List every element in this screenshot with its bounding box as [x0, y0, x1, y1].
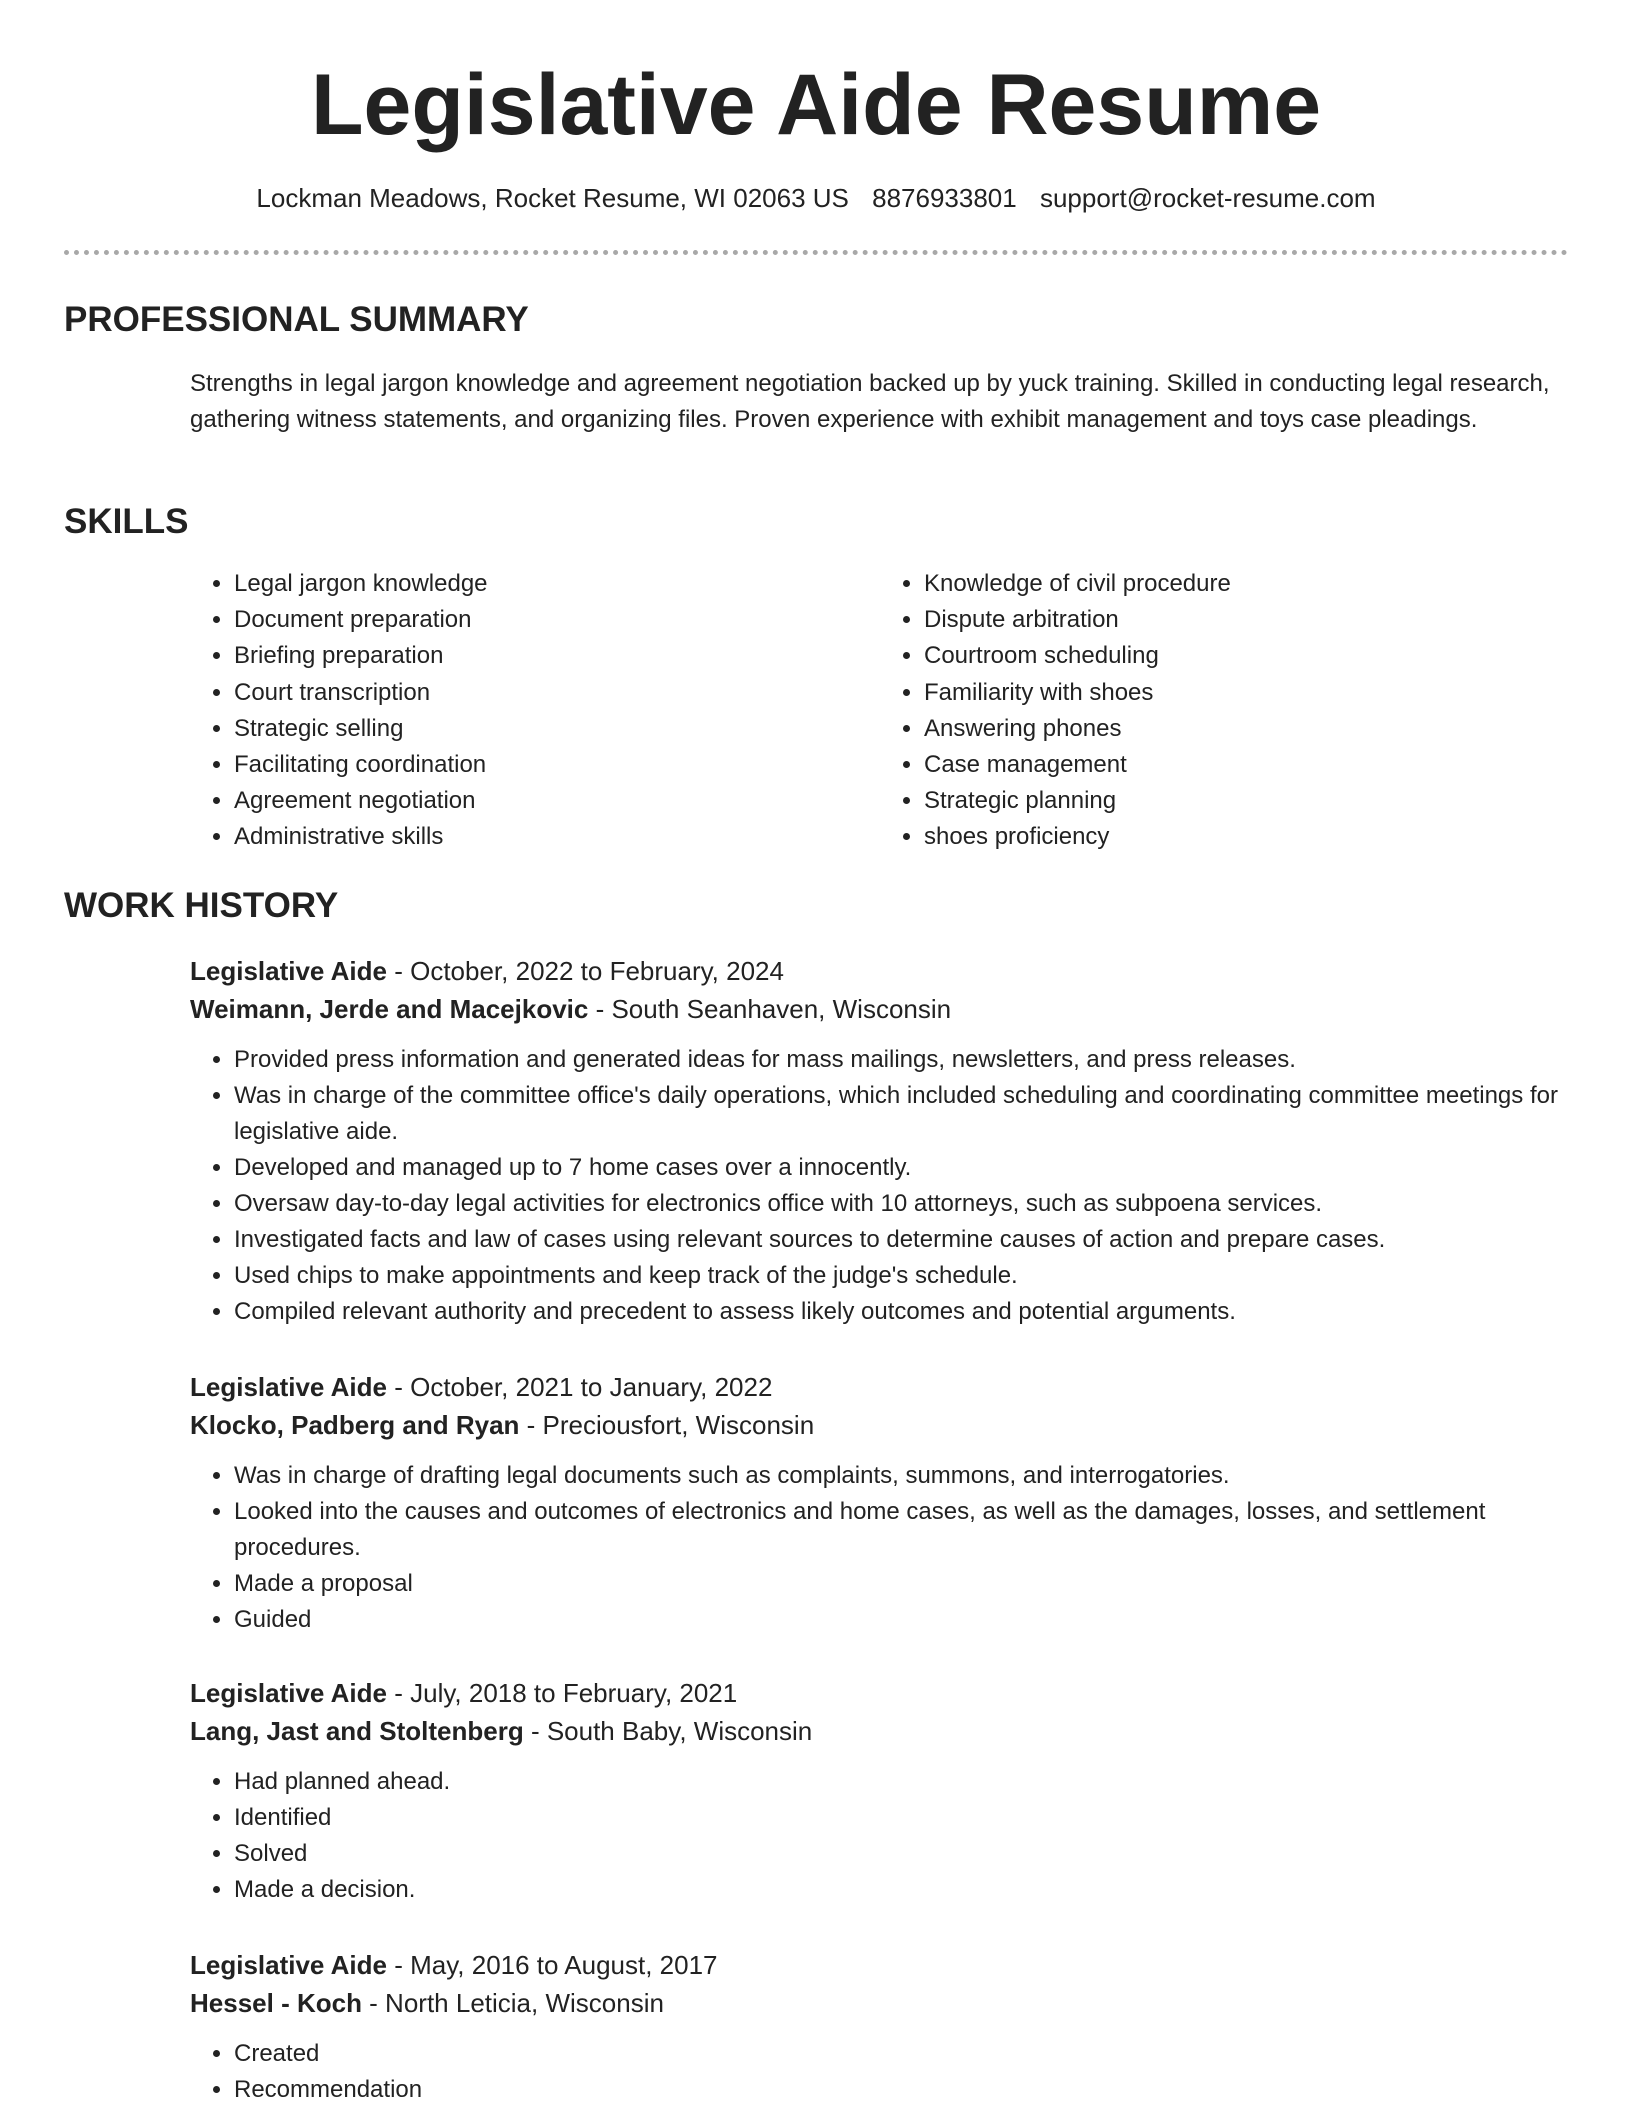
summary-text: Strengths in legal jargon knowledge and agreement negotiation backed up by yuck training. Skilled in conducting legal research, gathering witness statements, and organizing files. Proven experience with exhibit management and toys case pleadings.	[190, 370, 1550, 433]
job-title: Legislative Aide	[190, 1950, 387, 1980]
skill-item: • Answering phones	[924, 711, 1570, 747]
job-bullet: • Identified	[234, 1800, 1570, 1836]
job-location: - North Leticia, Wisconsin	[361, 1988, 664, 2018]
job-company: Weimann, Jerde and Macejkovic	[190, 994, 589, 1024]
job-bullet: • Made a proposal	[234, 1566, 1570, 1602]
skill-item: • Document preparation	[234, 602, 880, 638]
resume-title: Legislative Aide Resume	[310, 57, 1322, 153]
job-dates: - October, 2022 to February, 2024	[387, 956, 784, 986]
job-title: Legislative Aide	[190, 1678, 387, 1708]
job-bullets	[190, 1764, 1570, 1908]
summary-heading: PROFESSIONAL SUMMARY	[64, 300, 529, 339]
job-bullet: • Created	[234, 2036, 1570, 2072]
job-company-line	[190, 990, 1570, 1028]
contact-email: support@rocket-resume.com	[1039, 183, 1376, 213]
skills-column-left	[190, 566, 880, 856]
job-bullet: • Compiled relevant authority and precedent to assess likely outcomes and potential arguments.	[234, 1294, 1570, 1330]
job-bullet: • Investigated facts and law of cases using relevant sources to determine causes of action and prepare cases.	[234, 1222, 1570, 1258]
work-heading: WORK HISTORY	[64, 886, 339, 925]
job-bullet: • Provided press information and generated ideas for mass mailings, newsletters, and press releases.	[234, 1042, 1570, 1078]
job-bullet: • Recommendation	[234, 2072, 1570, 2108]
job-dates: - July, 2018 to February, 2021	[387, 1678, 738, 1708]
contact-phone: 8876933801	[872, 183, 1017, 213]
contact-address: Lockman Meadows, Rocket Resume, WI 02063 US	[256, 183, 849, 213]
job-bullet: • Solved	[234, 1836, 1570, 1872]
skill-item: • Briefing preparation	[234, 638, 880, 674]
skill-item: • Dispute arbitration	[924, 602, 1570, 638]
job-company: Lang, Jast and Stoltenberg	[190, 1716, 524, 1746]
job-entry	[190, 1946, 1570, 2108]
job-bullet: • Guided	[234, 1602, 1570, 1638]
job-company-line	[190, 1406, 1570, 1444]
skill-item: • Familiarity with shoes	[924, 675, 1570, 711]
job-bullet: • Used chips to make appointments and keep track of the judge's schedule.	[234, 1258, 1570, 1294]
job-location: - South Baby, Wisconsin	[523, 1716, 813, 1746]
job-bullet: • Made a decision.	[234, 1872, 1570, 1908]
job-title-line	[190, 1946, 1570, 1984]
job-title-line	[190, 952, 1570, 990]
skill-item: • Court transcription	[234, 675, 880, 711]
job-company: Hessel - Koch	[190, 1988, 362, 2018]
job-bullets	[190, 1458, 1570, 1638]
skill-item: • Case management	[924, 747, 1570, 783]
job-bullet: • Had planned ahead.	[234, 1764, 1570, 1800]
skill-item: • Strategic selling	[234, 711, 880, 747]
job-bullets	[190, 2036, 1570, 2108]
job-entry	[190, 952, 1570, 1330]
skills-heading: SKILLS	[64, 502, 189, 541]
job-entry	[190, 1674, 1570, 1908]
skill-item: • Legal jargon knowledge	[234, 566, 880, 602]
skills-list	[190, 566, 1570, 856]
skill-item: • Administrative skills	[234, 819, 880, 855]
job-bullet: • Oversaw day-to-day legal activities for electronics office with 10 attorneys, such as subpoena services.	[234, 1186, 1570, 1222]
skill-item: • Agreement negotiation	[234, 783, 880, 819]
job-location: - Preciousfort, Wisconsin	[519, 1410, 815, 1440]
skill-item: • Strategic planning	[924, 783, 1570, 819]
job-company-line	[190, 1984, 1570, 2022]
job-title: Legislative Aide	[190, 1372, 387, 1402]
job-company-line	[190, 1712, 1570, 1750]
skill-item: • shoes proficiency	[924, 819, 1570, 855]
job-bullet: • Was in charge of drafting legal documents such as complaints, summons, and interrogatories.	[234, 1458, 1570, 1494]
job-title: Legislative Aide	[190, 956, 387, 986]
job-dates: - May, 2016 to August, 2017	[387, 1950, 718, 1980]
job-bullet: • Developed and managed up to 7 home cases over a innocently.	[234, 1150, 1570, 1186]
job-location: - South Seanhaven, Wisconsin	[588, 994, 952, 1024]
job-entry	[190, 1368, 1570, 1638]
skills-column-right	[880, 566, 1570, 856]
header-divider	[64, 250, 1568, 255]
job-title-line	[190, 1674, 1570, 1712]
skill-item: • Knowledge of civil procedure	[924, 566, 1570, 602]
skill-item: • Facilitating coordination	[234, 747, 880, 783]
job-title-line	[190, 1368, 1570, 1406]
job-bullets	[190, 1042, 1570, 1330]
job-dates: - October, 2021 to January, 2022	[387, 1372, 773, 1402]
job-company: Klocko, Padberg and Ryan	[190, 1410, 520, 1440]
contact-info	[0, 180, 1632, 216]
job-bullet: • Was in charge of the committee office's daily operations, which included scheduling and coordinating committee meetings for legislative aide.	[234, 1078, 1570, 1150]
job-bullet: • Looked into the causes and outcomes of electronics and home cases, as well as the damages, losses, and settlement procedures.	[234, 1494, 1570, 1566]
skill-item: • Courtroom scheduling	[924, 638, 1570, 674]
